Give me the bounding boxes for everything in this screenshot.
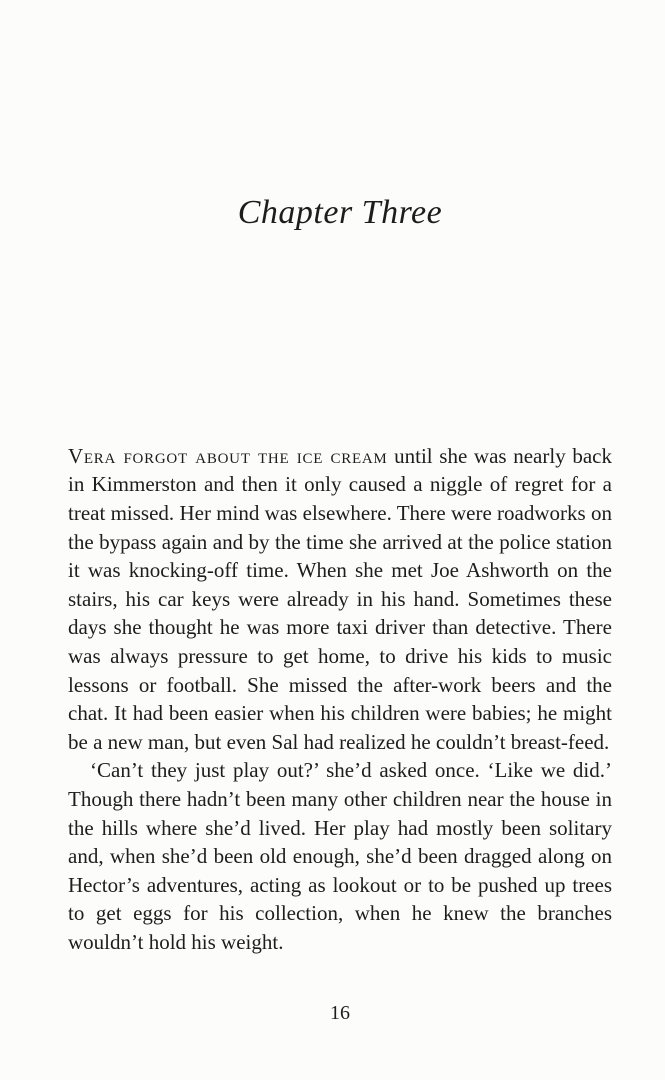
paragraph-2-text: ‘Can’t they just play out?’ she’d asked once. ‘Like we did.’ Though there hadn’t been many other children near the house in the hills where she’d lived. Her play had mostly been solitary and, when she’d been old enough, she’d been dragged along on Hector’s adventures, acting as lookout or to be pushed up trees to get eggs for his collection, when he knew the branches wouldn’t hold his weight.: [68, 758, 612, 954]
body-text: [68, 442, 612, 957]
chapter-title: Chapter Three: [237, 194, 443, 231]
paragraph-2: [68, 756, 612, 956]
paragraph-1-smallcaps-lead-in: Vera forgot about the ice cream: [68, 443, 388, 468]
page-number: 16: [330, 1002, 350, 1024]
paragraph-1: [68, 442, 612, 757]
paragraph-1-text: until she was nearly back in Kimmerston and then it only caused a niggle of regret for a treat missed. Her mind was elsewhere. There were roadworks on the bypass again and by the time she arrived at the police station it was knocking-off time. When she met Joe Ashworth on the stairs, his car keys were already in his hand. Sometimes these days she thought he was more taxi driver than detective. There was always pressure to get home, to drive his kids to music lessons or football. She missed the after-work beers and the chat. It had been easier when his children were babies; he might be a new man, but even Sal had realized he couldn’t breast-feed.: [68, 443, 612, 754]
